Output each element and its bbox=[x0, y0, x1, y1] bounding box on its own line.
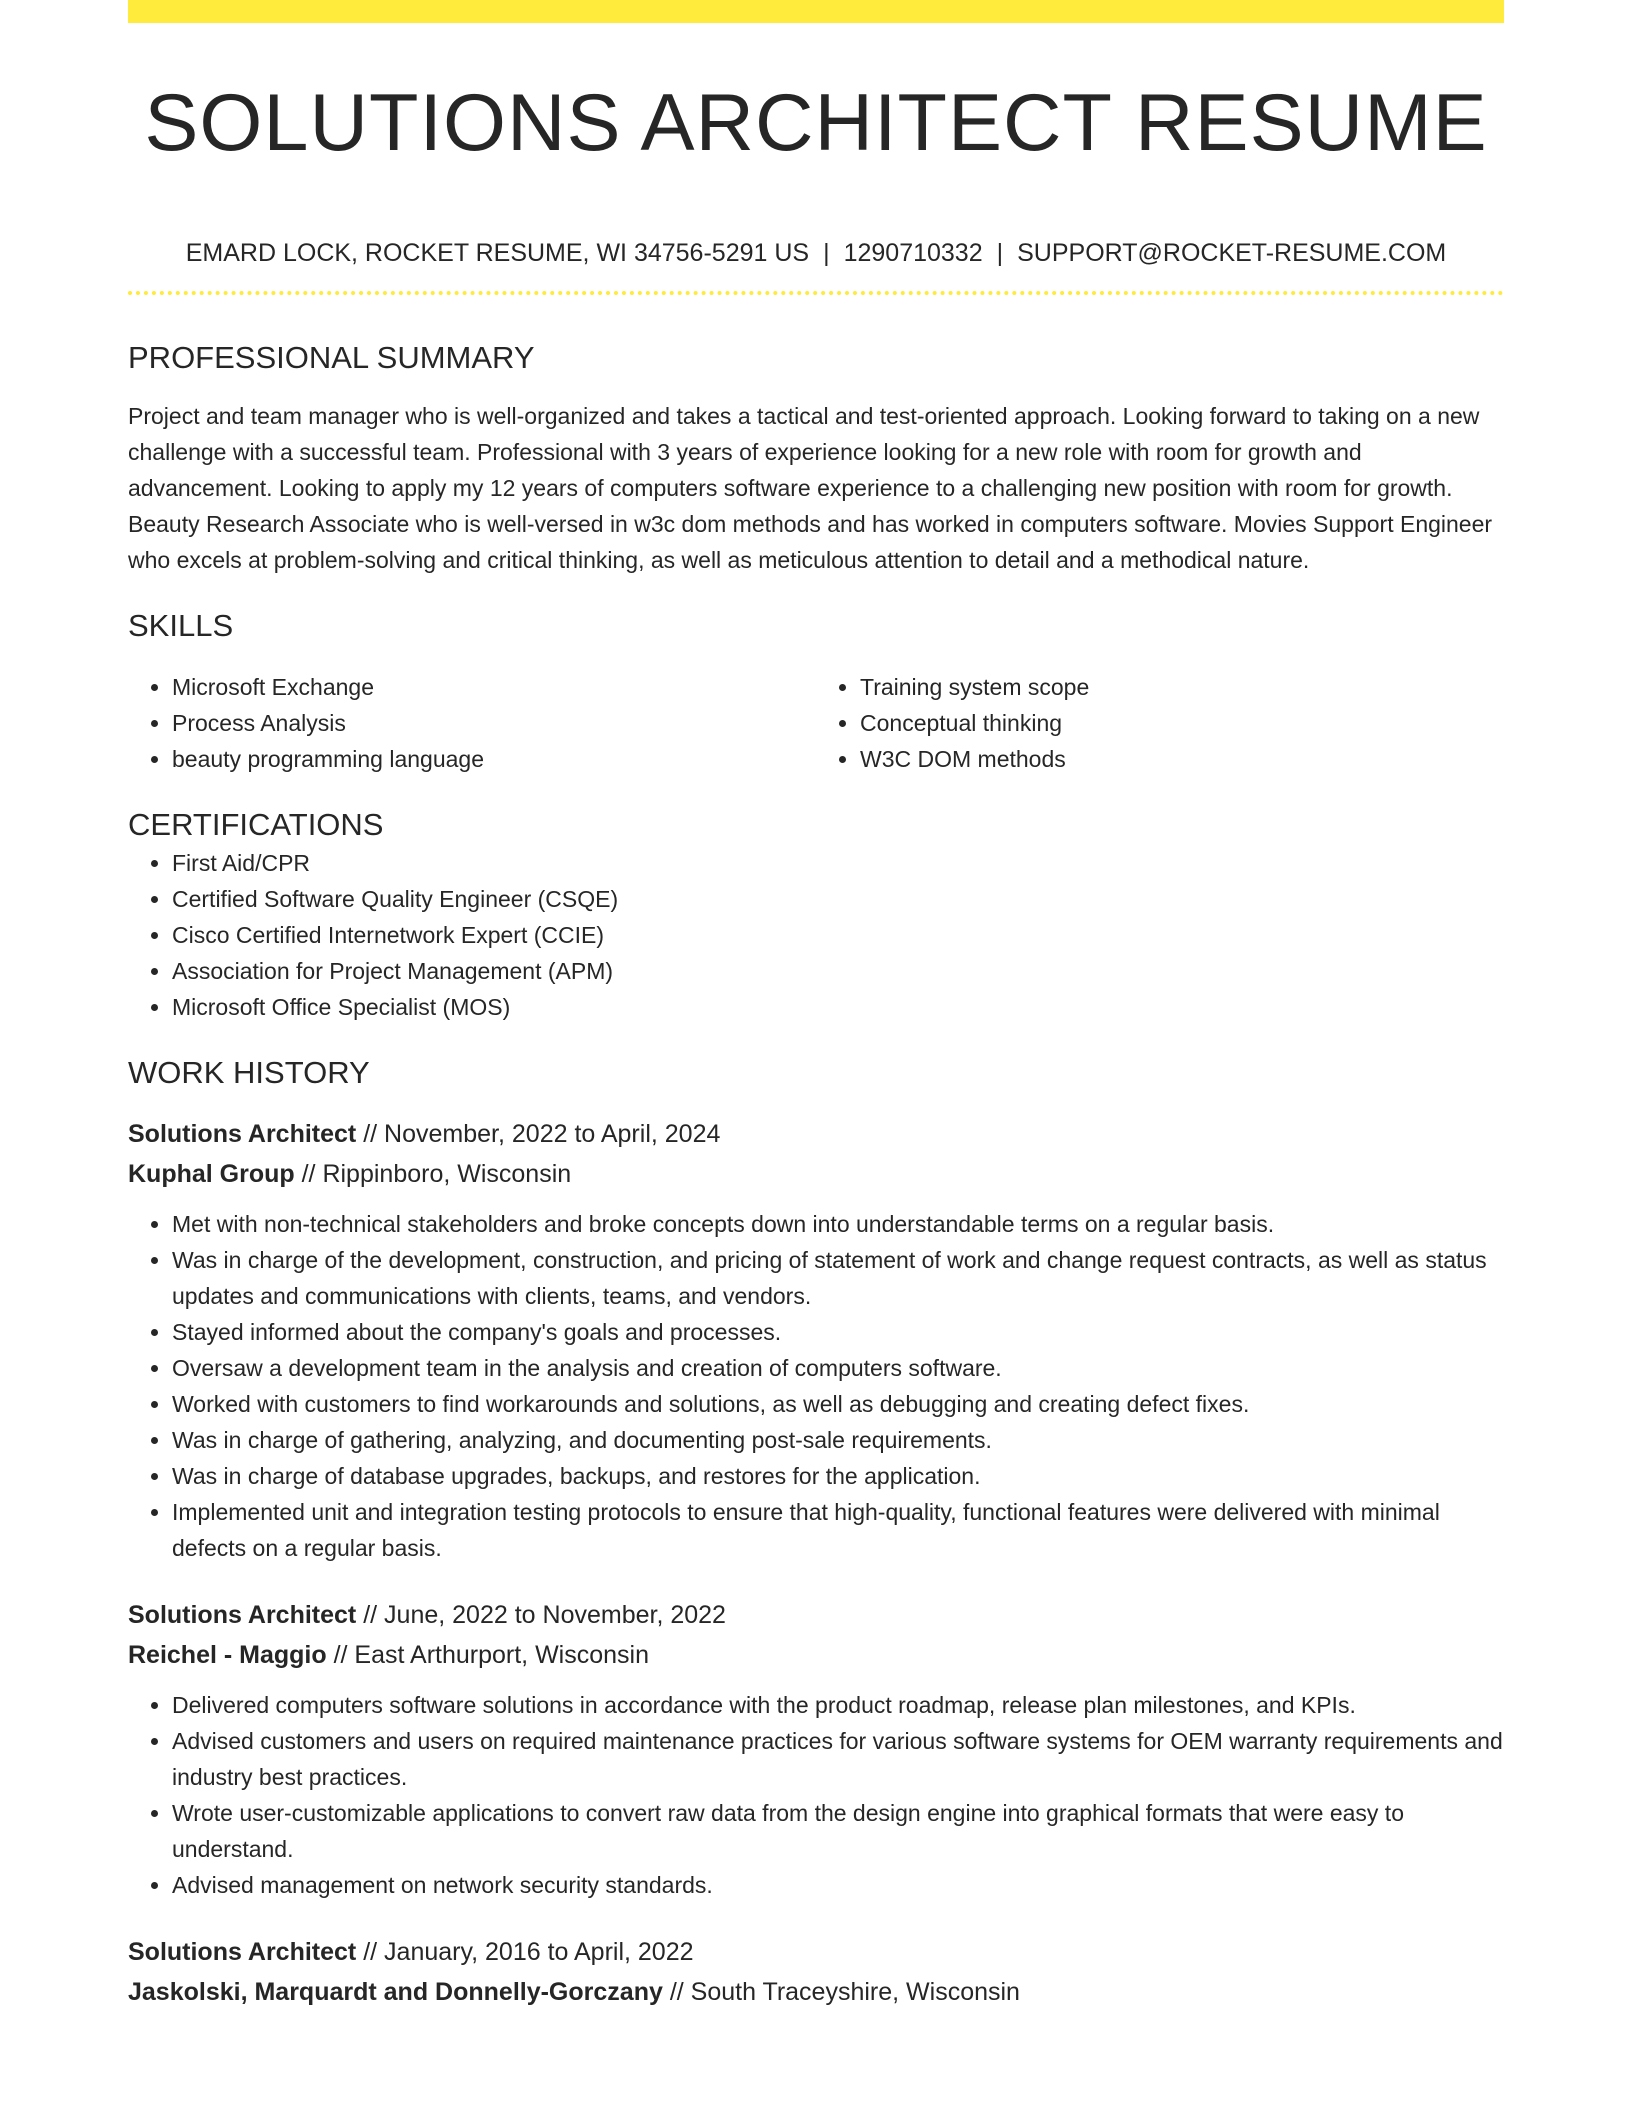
job-company-line bbox=[128, 1972, 1504, 2012]
job-location: // East Arthurport, Wisconsin bbox=[326, 1641, 649, 1669]
job-bullet: • Delivered computers software solutions in accordance with the product roadmap, release plan milestones, and KPIs. bbox=[172, 1687, 1504, 1723]
job-title-line bbox=[128, 1114, 1504, 1154]
job-location: // Rippinboro, Wisconsin bbox=[294, 1160, 572, 1188]
job-bullet: • Worked with customers to find workarounds and solutions, as well as debugging and creating defect fixes. bbox=[172, 1386, 1504, 1422]
summary-text: Project and team manager who is well-organized and takes a tactical and test-oriented approach. Looking forward to taking on a new challenge with a successful team. Professional with 3 years of experience looking for a new role with room for growth and advancement. Looking to apply my 12 years of computers software experience to a challenging new position with room for growth. Beauty Research Associate who is well-versed in w3c dom methods and has worked in computers software. Movies Support Engineer who excels at problem-solving and critical thinking, as well as meticulous attention to detail and a methodical nature. bbox=[128, 403, 1493, 573]
top-accent-bar bbox=[128, 0, 1504, 23]
job-company: Reichel - Maggio bbox=[128, 1641, 327, 1669]
job-company-line bbox=[128, 1154, 1504, 1194]
skills-heading: SKILLS bbox=[128, 608, 234, 643]
job-title-line bbox=[128, 1595, 1504, 1635]
job-bullet: • Was in charge of database upgrades, backups, and restores for the application. bbox=[172, 1458, 1504, 1494]
work-history-heading: WORK HISTORY bbox=[128, 1055, 370, 1090]
certifications-heading: CERTIFICATIONS bbox=[128, 807, 384, 842]
job-dates: // January, 2016 to April, 2022 bbox=[356, 1938, 694, 1966]
certifications-list bbox=[128, 845, 1504, 1025]
job-bullet: • Oversaw a development team in the analysis and creation of computers software. bbox=[172, 1350, 1504, 1386]
summary-heading: PROFESSIONAL SUMMARY bbox=[128, 340, 535, 375]
job-bullets bbox=[128, 1687, 1504, 1903]
skills-grid bbox=[128, 669, 1504, 777]
job-role: Solutions Architect bbox=[128, 1938, 357, 1966]
skills-list-right bbox=[816, 669, 1504, 777]
skills-list-left bbox=[128, 669, 816, 777]
contact-separator: | bbox=[996, 239, 1004, 267]
contact-separator: | bbox=[823, 239, 830, 267]
job-entry bbox=[128, 1595, 1504, 1903]
skill-item: • Conceptual thinking bbox=[860, 705, 1504, 741]
job-dates: // June, 2022 to November, 2022 bbox=[356, 1601, 726, 1629]
skill-item: • beauty programming language bbox=[172, 741, 816, 777]
certification-item: • Cisco Certified Internetwork Expert (CCIE) bbox=[172, 917, 1504, 953]
job-company-line bbox=[128, 1635, 1504, 1675]
job-role: Solutions Architect bbox=[128, 1601, 357, 1629]
job-bullet: • Stayed informed about the company's goals and processes. bbox=[172, 1314, 1504, 1350]
certification-item: • Association for Project Management (APM) bbox=[172, 953, 1504, 989]
skill-item: • W3C DOM methods bbox=[860, 741, 1504, 777]
skill-item: • Process Analysis bbox=[172, 705, 816, 741]
job-company: Jaskolski, Marquardt and Donnelly-Gorczany bbox=[128, 1978, 663, 2006]
job-bullet: • Advised management on network security standards. bbox=[172, 1867, 1504, 1903]
job-bullets bbox=[128, 1206, 1504, 1566]
contact-email: SUPPORT@ROCKET-RESUME.COM bbox=[1017, 239, 1447, 267]
job-bullet: • Wrote user-customizable applications to convert raw data from the design engine into graphical formats that were easy to understand. bbox=[172, 1795, 1504, 1867]
job-bullet: • Was in charge of gathering, analyzing, and documenting post-sale requirements. bbox=[172, 1422, 1504, 1458]
skill-item: • Microsoft Exchange bbox=[172, 669, 816, 705]
job-title-line bbox=[128, 1932, 1504, 1972]
certification-item: • First Aid/CPR bbox=[172, 845, 1504, 881]
job-entry bbox=[128, 1932, 1504, 2012]
job-entry bbox=[128, 1114, 1504, 1566]
job-bullet: • Was in charge of the development, construction, and pricing of statement of work and change request contracts, as well as status updates and communications with clients, teams, and vendors. bbox=[172, 1242, 1504, 1314]
dotted-divider bbox=[128, 291, 1504, 295]
job-role: Solutions Architect bbox=[128, 1120, 357, 1148]
certification-item: • Certified Software Quality Engineer (CSQE) bbox=[172, 881, 1504, 917]
job-company: Kuphal Group bbox=[128, 1160, 295, 1188]
contact-address: EMARD LOCK, ROCKET RESUME, WI 34756-5291 US bbox=[185, 239, 810, 267]
job-bullet: • Advised customers and users on required maintenance practices for various software systems for OEM warranty requirements and industry best practices. bbox=[172, 1723, 1504, 1795]
job-bullet: • Implemented unit and integration testing protocols to ensure that high-quality, functional features were delivered with minimal defects on a regular basis. bbox=[172, 1494, 1504, 1566]
certification-item: • Microsoft Office Specialist (MOS) bbox=[172, 989, 1504, 1025]
contact-phone: 1290710332 bbox=[843, 239, 983, 267]
contact-line bbox=[128, 236, 1504, 270]
job-dates: // November, 2022 to April, 2024 bbox=[356, 1120, 721, 1148]
job-location: // South Traceyshire, Wisconsin bbox=[662, 1978, 1020, 2006]
resume-title: SOLUTIONS ARCHITECT RESUME bbox=[144, 78, 1488, 168]
job-bullet: • Met with non-technical stakeholders and broke concepts down into understandable terms on a regular basis. bbox=[172, 1206, 1504, 1242]
skill-item: • Training system scope bbox=[860, 669, 1504, 705]
